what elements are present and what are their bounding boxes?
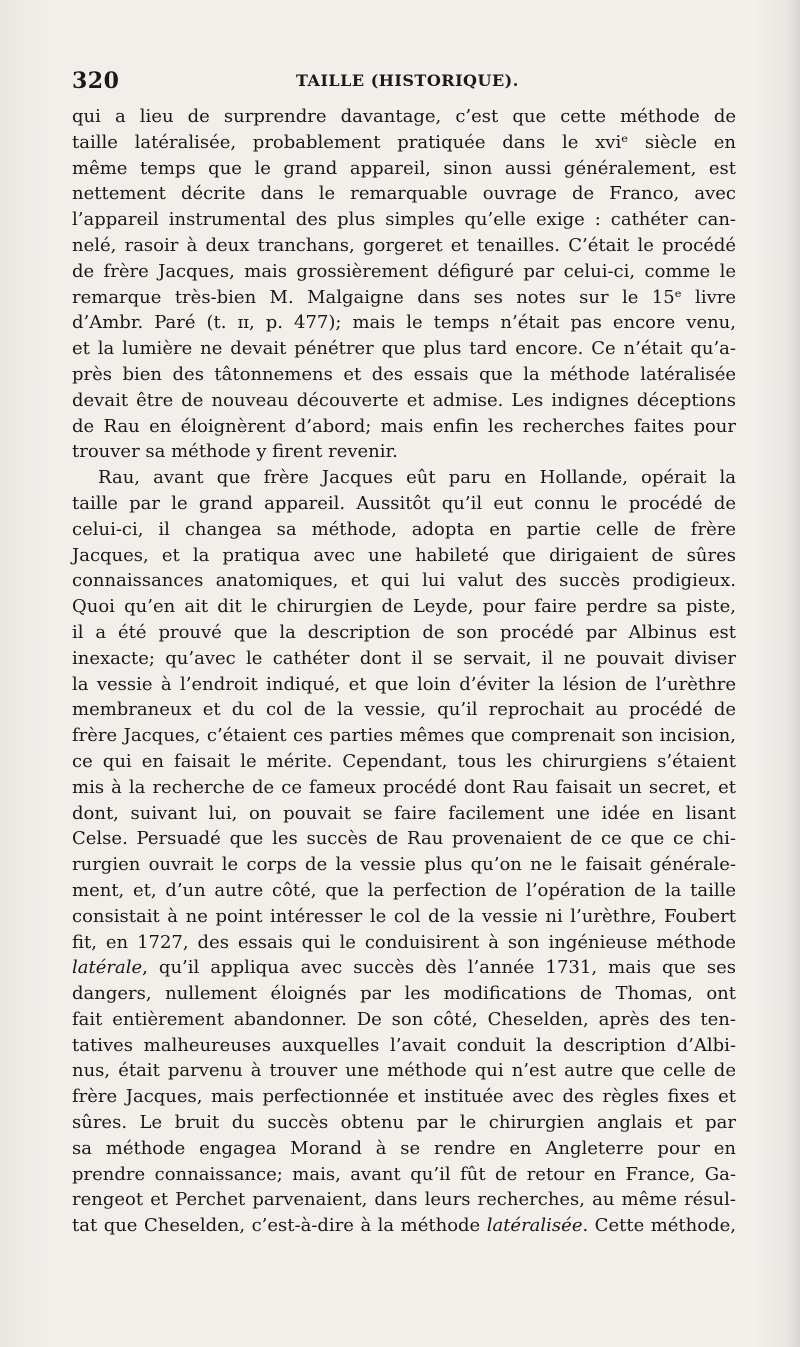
text-line: l’appareil instrumental des plus simples qu’elle exige : cathéter can- (72, 209, 736, 231)
text-line: qui a lieu de surprendre davantage, c’est que cette méthode de (72, 106, 736, 127)
text-line: Rau, avant que frère Jacques eût paru en Hollande, opérait la (98, 467, 736, 489)
page-edge-shadow (786, 0, 800, 1347)
text-line: inexacte; qu’avec le cathéter dont il se servait, il ne pouvait diviser (72, 647, 736, 669)
text-line: remarque très-bien M. Malgaigne dans ses notes sur le 15ᵉ livre (72, 286, 736, 308)
running-head: TAILLE (HISTORIQUE). (296, 71, 519, 90)
text-line: latérale, qu’il appliqua avec succès dès l’année 1731, mais que ses (72, 957, 736, 979)
text-line: taille latéralisée, probablement pratiquée dans le xviᵉ siècle en (72, 131, 736, 153)
text-line: près bien des tâtonnemens et des essais que la méthode latéralisée (72, 363, 736, 385)
text-line: il a été prouvé que la description de son procédé par Albinus est (72, 621, 736, 643)
text-line: Quoi qu’en ait dit le chirurgien de Leyde, pour faire perdre sa piste, (72, 596, 736, 618)
text-line: dangers, nullement éloignés par les modifications de Thomas, ont (72, 983, 736, 1005)
text-line: de frère Jacques, mais grossièrement défiguré par celui-ci, comme le (72, 260, 736, 282)
body-text (72, 104, 736, 1239)
text-line: rengeot et Perchet parvenaient, dans leurs recherches, au même résul- (72, 1189, 736, 1211)
page-header (72, 68, 736, 104)
text-line: Celse. Persuadé que les succès de Rau provenaient de ce que ce chi- (72, 828, 736, 850)
text-line: tat que Cheselden, c’est-à-dire à la méthode latéralisée. Cette méthode, (72, 1215, 736, 1237)
text-line: devait être de nouveau découverte et admise. Les indignes déceptions (72, 389, 736, 411)
text-line: taille par le grand appareil. Aussitôt qu’il eut connu le procédé de (72, 492, 736, 514)
text-line: sûres. Le bruit du succès obtenu par le chirurgien anglais et par (72, 1112, 736, 1134)
text-line: consistait à ne point intéresser le col de la vessie ni l’urèthre, Foubert (72, 905, 736, 927)
text-line: sa méthode engagea Morand à se rendre en Angleterre pour en (72, 1137, 736, 1159)
text-line: ment, et, d’un autre côté, que la perfection de l’opération de la taille (72, 879, 736, 901)
text-line: mis à la recherche de ce fameux procédé dont Rau faisait un secret, et (72, 776, 736, 798)
text-line: dont, suivant lui, on pouvait se faire facilement une idée en lisant (72, 802, 736, 824)
text-line: connaissances anatomiques, et qui lui valut des succès prodigieux. (72, 570, 736, 592)
paragraph (72, 104, 736, 465)
text-line: prendre connaissance; mais, avant qu’il fût de retour en France, Ga- (72, 1163, 736, 1185)
text-line: Jacques, et la pratiqua avec une habileté que dirigaient de sûres (72, 544, 736, 566)
page-number: 320 (72, 68, 120, 94)
text-line: nelé, rasoir à deux tranchans, gorgeret et tenailles. C’était le procédé (72, 234, 736, 256)
text-line: et la lumière ne devait pénétrer que plus tard encore. Ce n’était qu’a- (72, 338, 736, 360)
text-line: la vessie à l’endroit indiqué, et que loin d’éviter la lésion de l’urèthre (72, 673, 736, 695)
text-line: frère Jacques, mais perfectionnée et instituée avec des règles fixes et (72, 1086, 736, 1108)
text-line: ce qui en faisait le mérite. Cependant, tous les chirurgiens s’étaient (72, 750, 736, 772)
text-line: trouver sa méthode y firent revenir. (72, 441, 398, 463)
text-line: celui-ci, il changea sa méthode, adopta en partie celle de frère (72, 518, 736, 540)
text-line: tatives malheureuses auxquelles l’avait conduit la description d’Albi- (72, 1034, 736, 1056)
text-line: de Rau en éloignèrent d’abord; mais enfin les recherches faites pour (72, 415, 736, 437)
text-line: même temps que le grand appareil, sinon aussi généralement, est (72, 157, 736, 179)
text-line: d’Ambr. Paré (t. ɪɪ, p. 477); mais le temps n’était pas encore venu, (72, 312, 736, 334)
text-line: frère Jacques, c’étaient ces parties mêmes que comprenait son incision, (72, 725, 736, 747)
text-line: nettement décrite dans le remarquable ouvrage de Franco, avec (72, 183, 736, 205)
text-line: fait entièrement abandonner. De son côté, Cheselden, après des ten- (72, 1008, 736, 1030)
text-line: nus, était parvenu à trouver une méthode qui n’est autre que celle de (72, 1060, 736, 1082)
paragraph (72, 465, 736, 1239)
text-line: membraneux et du col de la vessie, qu’il reprochait au procédé de (72, 699, 736, 721)
text-line: rurgien ouvrait le corps de la vessie plus qu’on ne le faisait générale- (72, 854, 736, 876)
text-line: fit, en 1727, des essais qui le conduisirent à son ingénieuse méthode (72, 931, 736, 953)
